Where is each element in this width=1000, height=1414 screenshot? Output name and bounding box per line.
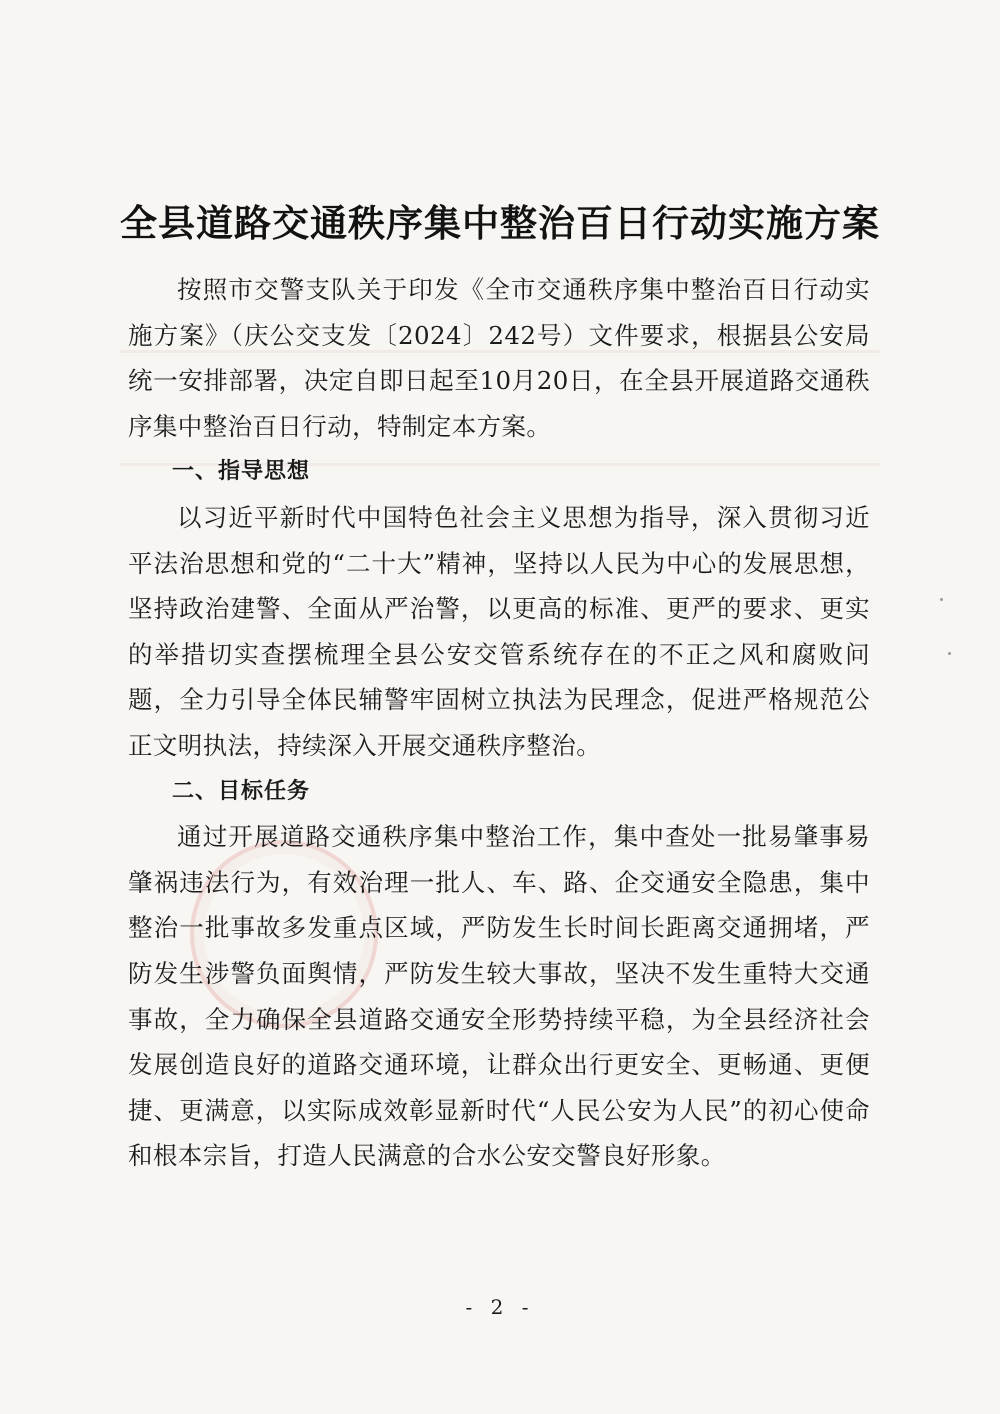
- intro-paragraph: 按照市交警支队关于印发《全市交通秩序集中整治百日行动实施方案》（庆公交支发〔2024〕242号）文件要求，根据县公安局统一安排部署，决定自即日起至10月20日，在全县开展道路交通秩序集中整治百日行动，特制定本方案。: [128, 275, 870, 441]
- section-heading-objectives: 二、目标任务: [172, 778, 311, 804]
- document-body: [128, 267, 870, 1179]
- page-number: - 2 -: [465, 1295, 535, 1319]
- document-title: 全县道路交通秩序集中整治百日行动实施方案: [120, 201, 880, 245]
- section-paragraph-guiding-ideology: 以习近平新时代中国特色社会主义思想为指导，深入贯彻习近平法治思想和党的“二十大”精神，坚持以人民为中心的发展思想，坚持政治建警、全面从严治警，以更高的标准、更严的要求、更实的举措切实查摆梳理全县公安交管系统存在的不正之风和腐败问题，全力引导全体民辅警牢固树立执法为民理念，促进严格规范公正文明执法，持续深入开展交通秩序整治。: [128, 502, 870, 760]
- scan-speck: [948, 652, 951, 655]
- section-heading-guiding-ideology: 一、指导思想: [172, 459, 311, 485]
- section-paragraph-objectives: 通过开展道路交通秩序集中整治工作，集中查处一批易肇事易肇祸违法行为，有效治理一批人、车、路、企交通安全隐患，集中整治一批事故多发重点区域，严防发生长时间长距离交通拥堵，严防发生涉警负面舆情，严防发生较大事故，坚决不发生重特大交通事故，全力确保全县道路交通安全形势持续平稳，为全县经济社会发展创造良好的道路交通环境，让群众出行更安全、更畅通、更便捷、更满意，以实际成效彰显新时代“人民公安为人民”的初心使命和根本宗旨，打造人民满意的合水公安交警良好形象。: [128, 822, 870, 1171]
- scan-speck: [940, 598, 943, 601]
